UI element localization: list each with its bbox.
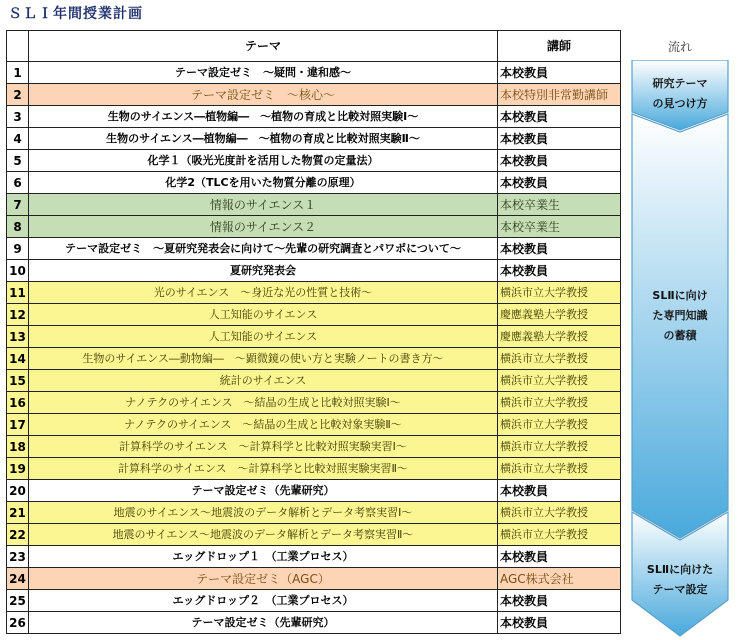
row-theme: 夏研究発表会 <box>29 260 498 282</box>
row-number: 2 <box>7 84 29 106</box>
row-lecturer: AGC株式会社 <box>498 568 621 590</box>
row-lecturer: 慶應義塾大学教授 <box>498 304 621 326</box>
flow-stage-2-line1: SLⅡに向け <box>652 289 708 302</box>
row-lecturer: 本校教員 <box>498 546 621 568</box>
table-row <box>7 524 621 546</box>
row-number: 6 <box>7 172 29 194</box>
row-lecturer: 本校卒業生 <box>498 216 621 238</box>
flow-stage-1-text <box>630 74 730 114</box>
header-lecturer: 講師 <box>498 31 621 62</box>
row-lecturer: 本校教員 <box>498 62 621 84</box>
row-lecturer: 本校教員 <box>498 172 621 194</box>
row-number: 1 <box>7 62 29 84</box>
table-row <box>7 590 621 612</box>
flow-stage-1-line1: 研究テーマ <box>652 77 708 90</box>
table-row <box>7 62 621 84</box>
row-number: 16 <box>7 392 29 414</box>
row-theme: 光のサイエンス ～身近な光の性質と技術～ <box>29 282 498 304</box>
table-row <box>7 458 621 480</box>
flow-stage-2-text <box>630 286 730 346</box>
table-row <box>7 106 621 128</box>
row-theme: テーマ設定ゼミ（先輩研究） <box>29 480 498 502</box>
row-theme: 人工知能のサイエンス <box>29 304 498 326</box>
table-row <box>7 150 621 172</box>
row-theme: エッグドロップ１ （工業プロセス） <box>29 546 498 568</box>
table-row <box>7 260 621 282</box>
row-lecturer: 横浜市立大学教授 <box>498 502 621 524</box>
row-number: 25 <box>7 590 29 612</box>
table-row <box>7 348 621 370</box>
row-lecturer: 横浜市立大学教授 <box>498 524 621 546</box>
row-lecturer: 横浜市立大学教授 <box>498 414 621 436</box>
row-theme: 情報のサイエンス２ <box>29 216 498 238</box>
row-lecturer: 横浜市立大学教授 <box>498 392 621 414</box>
table-row <box>7 216 621 238</box>
row-number: 11 <box>7 282 29 304</box>
row-lecturer: 本校教員 <box>498 128 621 150</box>
row-theme: ナノテクのサイエンス ～結晶の生成と比較対象実験Ⅱ～ <box>29 414 498 436</box>
row-number: 19 <box>7 458 29 480</box>
row-theme: テーマ設定ゼミ ～核心～ <box>29 84 498 106</box>
row-number: 12 <box>7 304 29 326</box>
header-theme: テーマ <box>29 31 498 62</box>
flow-stage-3-line1: SLⅡに向けた <box>646 563 714 576</box>
row-theme: 統計のサイエンス <box>29 370 498 392</box>
table-row <box>7 172 621 194</box>
table-row <box>7 238 621 260</box>
row-lecturer: 横浜市立大学教授 <box>498 458 621 480</box>
row-number: 15 <box>7 370 29 392</box>
flow-stage-3-line2: テーマ設定 <box>652 583 708 596</box>
row-theme: 地震のサイエンス～地震波のデータ解析とデータ考察実習Ⅱ～ <box>29 524 498 546</box>
table-row <box>7 370 621 392</box>
table-row <box>7 480 621 502</box>
row-number: 8 <box>7 216 29 238</box>
flow-label: 流れ <box>667 40 692 54</box>
row-number: 4 <box>7 128 29 150</box>
row-theme: エッグドロップ２ （工業プロセス） <box>29 590 498 612</box>
flow-stage-1-line2: の見つけ方 <box>652 97 708 110</box>
row-theme: テーマ設定ゼミ ～夏研究発表会に向けて～先輩の研究調査とパワポについて～ <box>29 238 498 260</box>
row-number: 26 <box>7 612 29 634</box>
row-number: 24 <box>7 568 29 590</box>
table-row <box>7 612 621 634</box>
row-lecturer: 本校教員 <box>498 106 621 128</box>
row-number: 14 <box>7 348 29 370</box>
page-title: ＳＬＩ年間授業計画 <box>8 6 143 22</box>
row-lecturer: 本校特別非常勤講師 <box>498 84 621 106</box>
row-lecturer: 本校教員 <box>498 260 621 282</box>
row-number: 23 <box>7 546 29 568</box>
table-row <box>7 326 621 348</box>
header-no <box>7 31 29 62</box>
row-lecturer: 本校教員 <box>498 150 621 172</box>
row-number: 3 <box>7 106 29 128</box>
row-number: 20 <box>7 480 29 502</box>
row-theme: テーマ設定ゼミ（AGC） <box>29 568 498 590</box>
flow-stage-2-line2: た専門知識 <box>652 309 708 322</box>
row-lecturer: 本校教員 <box>498 590 621 612</box>
row-number: 10 <box>7 260 29 282</box>
row-lecturer: 横浜市立大学教授 <box>498 348 621 370</box>
table-row <box>7 414 621 436</box>
row-number: 18 <box>7 436 29 458</box>
row-theme: 化学2（TLCを用いた物質分離の原理） <box>29 172 498 194</box>
table-row <box>7 304 621 326</box>
schedule-body <box>7 62 621 634</box>
row-number: 17 <box>7 414 29 436</box>
table-row <box>7 502 621 524</box>
row-theme: 地震のサイエンス～地震波のデータ解析とデータ考察実習Ⅰ～ <box>29 502 498 524</box>
row-theme: 計算科学のサイエンス ～計算科学と比較対照実験実習Ⅱ～ <box>29 458 498 480</box>
row-theme: 人工知能のサイエンス <box>29 326 498 348</box>
row-theme: 生物のサイエンス―植物編― ～植物の育成と比較対照実験Ⅰ～ <box>29 106 498 128</box>
row-lecturer: 横浜市立大学教授 <box>498 436 621 458</box>
table-row <box>7 568 621 590</box>
row-theme: 化学１（吸光光度計を活用した物質の定量法） <box>29 150 498 172</box>
row-lecturer: 慶應義塾大学教授 <box>498 326 621 348</box>
row-number: 13 <box>7 326 29 348</box>
schedule-table <box>6 30 621 634</box>
row-lecturer: 本校教員 <box>498 480 621 502</box>
row-lecturer: 本校教員 <box>498 238 621 260</box>
row-lecturer: 本校教員 <box>498 612 621 634</box>
flow-stage-3-text <box>630 560 730 600</box>
row-number: 5 <box>7 150 29 172</box>
table-row <box>7 436 621 458</box>
table-row <box>7 546 621 568</box>
table-header-row <box>7 31 621 62</box>
row-number: 22 <box>7 524 29 546</box>
table-row <box>7 84 621 106</box>
row-number: 9 <box>7 238 29 260</box>
row-theme: 生物のサイエンス―植物編― ～植物の育成と比較対照実験Ⅱ～ <box>29 128 498 150</box>
row-theme: 計算科学のサイエンス ～計算科学と比較対照実験実習Ⅰ～ <box>29 436 498 458</box>
row-lecturer: 横浜市立大学教授 <box>498 282 621 304</box>
row-lecturer: 横浜市立大学教授 <box>498 370 621 392</box>
table-row <box>7 194 621 216</box>
row-theme: ナノテクのサイエンス ～結晶の生成と比較対照実験Ⅰ～ <box>29 392 498 414</box>
flow-stage-2-line3: の蓄積 <box>663 329 697 342</box>
table-row <box>7 128 621 150</box>
row-theme: 生物のサイエンス―動物編― ～顕微鏡の使い方と実験ノートの書き方～ <box>29 348 498 370</box>
flow-arrows <box>630 60 730 638</box>
row-lecturer: 本校卒業生 <box>498 194 621 216</box>
table-row <box>7 282 621 304</box>
row-number: 21 <box>7 502 29 524</box>
row-theme: テーマ設定ゼミ ～疑問・違和感～ <box>29 62 498 84</box>
table-row <box>7 392 621 414</box>
row-number: 7 <box>7 194 29 216</box>
row-theme: テーマ設定ゼミ（先輩研究） <box>29 612 498 634</box>
row-theme: 情報のサイエンス１ <box>29 194 498 216</box>
